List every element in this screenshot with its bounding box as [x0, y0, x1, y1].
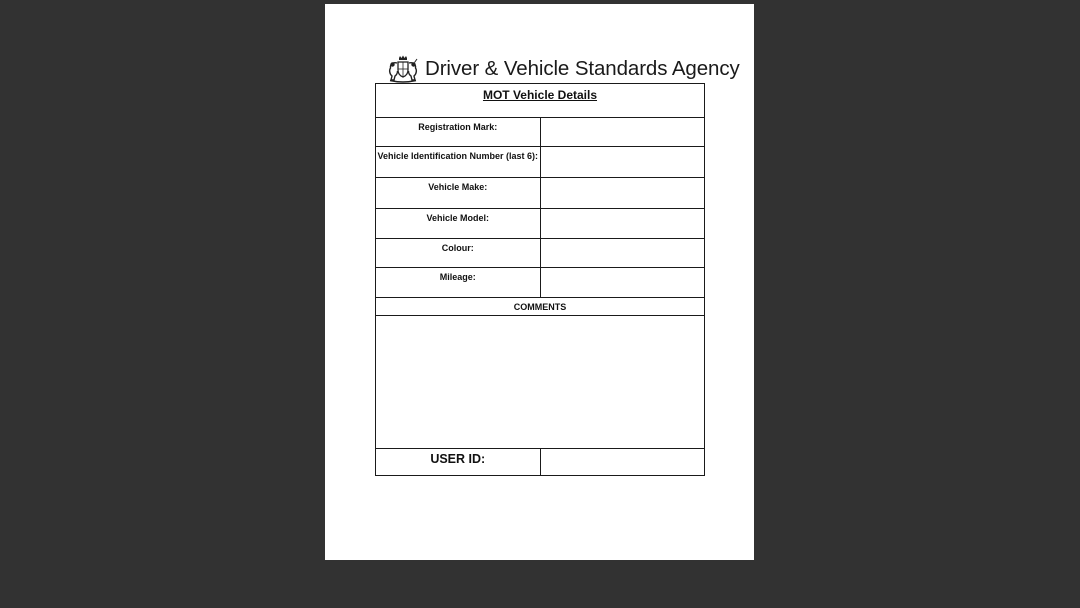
comments-header: COMMENTS	[376, 298, 705, 316]
form-row-vehicle-model	[376, 209, 705, 239]
vehicle-model-label: Vehicle Model:	[426, 213, 490, 223]
form-row-vin	[376, 147, 705, 178]
vehicle-model-field[interactable]	[540, 209, 705, 239]
vehicle-model-label-cell	[376, 209, 541, 239]
vehicle-make-label-cell	[376, 178, 541, 209]
registration-mark-field[interactable]	[540, 118, 705, 147]
mileage-field[interactable]	[540, 268, 705, 298]
colour-field[interactable]	[540, 239, 705, 268]
user-id-field[interactable]	[540, 449, 705, 476]
vin-field[interactable]	[540, 147, 705, 178]
comments-field[interactable]	[376, 316, 705, 449]
user-id-label: USER ID:	[430, 452, 486, 466]
vehicle-make-label: Vehicle Make:	[428, 182, 488, 192]
colour-label-cell	[376, 239, 541, 268]
form-row-colour	[376, 239, 705, 268]
mileage-label-cell	[376, 268, 541, 298]
vin-label: Vehicle Identification Number (last 6):	[377, 151, 539, 161]
form-title-cell	[376, 84, 705, 118]
form-title: MOT Vehicle Details	[482, 88, 598, 102]
user-id-label-cell	[376, 449, 541, 476]
royal-coat-of-arms-icon	[387, 55, 419, 83]
form-row-mileage	[376, 268, 705, 298]
registration-mark-label: Registration Mark:	[418, 122, 498, 132]
agency-header	[387, 54, 740, 84]
mot-vehicle-details-form	[375, 83, 705, 476]
mileage-label: Mileage:	[439, 272, 476, 282]
vehicle-make-field[interactable]	[540, 178, 705, 209]
form-row-registration-mark	[376, 118, 705, 147]
document-page	[325, 4, 754, 560]
agency-name: Driver & Vehicle Standards Agency	[425, 57, 740, 80]
vin-label-cell	[376, 147, 541, 178]
colour-label: Colour:	[441, 243, 474, 253]
registration-mark-label-cell	[376, 118, 541, 147]
form-row-vehicle-make	[376, 178, 705, 209]
